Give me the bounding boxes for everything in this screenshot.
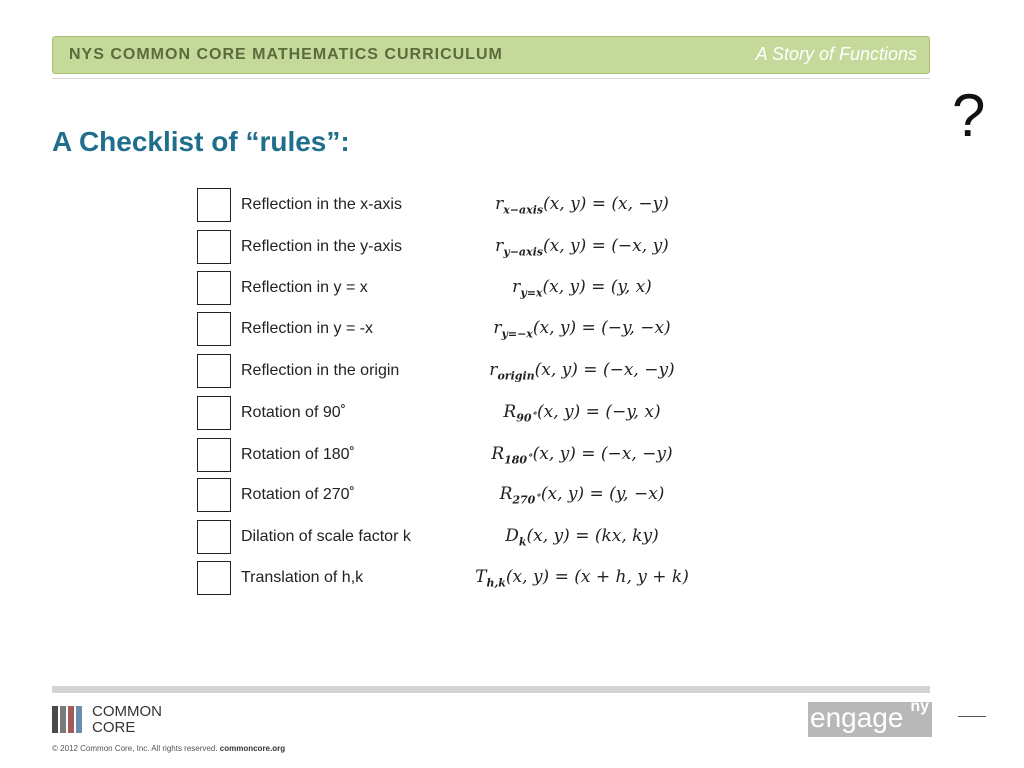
rule-formula: $r_{y=-x}(x$, y) = (−y, −x) <box>493 318 671 341</box>
rule-checkbox[interactable] <box>197 438 231 472</box>
curriculum-title: NYS COMMON CORE MATHEMATICS CURRICULUM <box>69 46 503 63</box>
rule-formula: $D_k(x$, y) = (kx, ky) <box>505 526 659 549</box>
rule-checkbox[interactable] <box>197 271 231 305</box>
rule-row <box>197 396 717 432</box>
rule-formula: $r_{y=x}(x$, y) = (y, x) <box>512 277 652 300</box>
copyright-link[interactable]: commoncore.org <box>219 744 286 753</box>
rule-label: Rotation of 270˚ <box>241 486 355 503</box>
header-bar <box>52 36 930 74</box>
slide-title: A Checklist of “rules”: <box>52 126 350 157</box>
rule-checkbox[interactable] <box>197 230 231 264</box>
rule-checkbox[interactable] <box>197 520 231 554</box>
rule-checkbox[interactable] <box>197 396 231 430</box>
rule-label: Reflection in the y-axis <box>241 238 402 255</box>
rule-label: Rotation of 180˚ <box>241 446 355 463</box>
engageny-logo: engage ny <box>808 702 932 737</box>
rule-checkbox[interactable] <box>197 561 231 595</box>
rule-label: Rotation of 90˚ <box>241 404 346 421</box>
rule-row <box>197 561 717 597</box>
side-dash <box>958 716 986 717</box>
rule-label: Reflection in the origin <box>241 362 400 379</box>
rule-row <box>197 271 717 307</box>
common-core-logo <box>52 704 192 736</box>
rule-checkbox[interactable] <box>197 312 231 346</box>
rule-formula: $r_{origin}(x$, y) = (−x, −y) <box>489 360 675 383</box>
footer-divider <box>52 686 930 693</box>
rule-row <box>197 478 717 514</box>
rule-row <box>197 312 717 348</box>
rule-formula: $R_{90˚}(x$, y) = (−y, x) <box>503 402 661 425</box>
rule-formula: $r_{y-axis}(x$, y) = (−x, y) <box>495 236 669 259</box>
rule-label: Reflection in y = x <box>241 279 368 296</box>
rule-formula: $R_{180˚}(x$, y) = (−x, −y) <box>491 444 673 467</box>
rule-row <box>197 438 717 474</box>
logo-text: COMMON CORE <box>92 703 162 736</box>
module-title: A Story of Functions <box>755 44 917 64</box>
rule-checkbox[interactable] <box>197 478 231 512</box>
question-mark: ? <box>952 82 986 149</box>
rule-label: Translation of h,k <box>241 569 364 586</box>
header-divider <box>52 78 930 79</box>
rule-label: Dilation of scale factor k <box>241 528 411 545</box>
rule-row <box>197 354 717 390</box>
rule-label: Reflection in the x-axis <box>241 196 402 213</box>
rule-row <box>197 188 717 224</box>
rule-label: Reflection in y = -x <box>241 320 374 337</box>
rule-formula: $r_{x-axis}(x$, y) = (x, −y) <box>495 194 669 217</box>
rule-formula: $T_{h,k}(x$, y) = (x + h, y + k) <box>475 567 689 590</box>
rule-row <box>197 230 717 266</box>
rule-formula: $R_{270˚}(x$, y) = (y, −x) <box>499 484 665 507</box>
rule-checkbox[interactable] <box>197 188 231 222</box>
rule-row <box>197 520 717 556</box>
rule-checkbox[interactable] <box>197 354 231 388</box>
copyright-notice: © 2012 Common Core, Inc. All rights reserved. commoncore.org <box>52 744 286 753</box>
